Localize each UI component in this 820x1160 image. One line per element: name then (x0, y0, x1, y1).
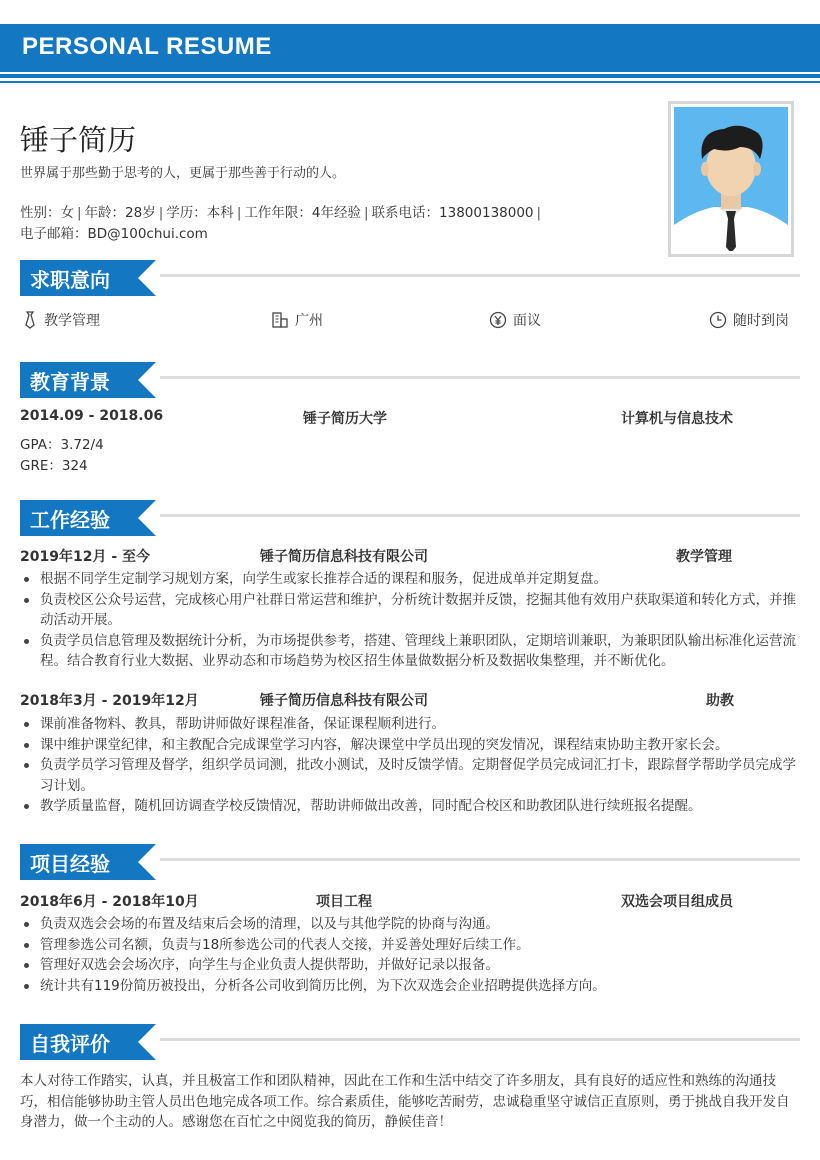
project-name: 项目工程 (316, 894, 372, 910)
project-role: 双选会项目组成员 (621, 894, 733, 910)
section-header-project (20, 844, 800, 880)
list-item: 负责学员学习管理及督学，组织学员词测，批改小测试，及时反馈学情。定期督促学员完成词汇打卡，跟踪督学帮助学员完成学习计划。 (20, 755, 800, 796)
avatar-illustration (674, 107, 788, 251)
work-row-1 (20, 546, 800, 566)
project-period: 2018年6月 - 2018年10月 (20, 894, 199, 910)
motto: 世界属于那些勤于思考的人，更属于那些善于行动的人。 (20, 166, 346, 181)
section-divider (160, 274, 800, 277)
intent-city-label: 广州 (295, 313, 323, 329)
work-bullets-2 (20, 714, 800, 817)
info-gender: 性别：女 (20, 205, 74, 221)
education-major: 计算机与信息技术 (621, 411, 733, 427)
list-item: 负责学员信息管理及数据统计分析，为市场提供参考，搭建、管理线上兼职团队，定期培训兼职，为兼职团队输出标准化运营流程。结合教育行业大数据、业界动态和市场趋势为校区招生体量做数据分析及数据收集整理，并不断优化。 (20, 631, 800, 672)
section-header-self (20, 1024, 800, 1060)
basic-info-line: 性别：女 | 年龄：28岁 | 学历：本科 | 工作年限：4年经验 | 联系电话：13800138000 | (20, 201, 544, 221)
list-item: 管理参选公司名额，负责与18所参选公司的代表人交接，并妥善处理好后续工作。 (20, 935, 800, 956)
info-email: 电子邮箱：BD@100chui.com (20, 226, 208, 242)
resume-name: 锤子简历 (20, 123, 137, 157)
education-row (20, 408, 800, 428)
section-title-self: 自我评价 (30, 1032, 110, 1056)
education-school: 锤子简历大学 (303, 411, 387, 427)
education-gpa: GPA：3.72/4 (20, 437, 104, 453)
section-title-project: 项目经验 (30, 852, 110, 876)
yen-icon (489, 311, 507, 329)
work-row-2 (20, 690, 800, 710)
avatar (668, 101, 794, 257)
work-role: 助教 (706, 693, 734, 709)
intent-availability (709, 310, 789, 330)
banner-title: PERSONAL RESUME (22, 33, 272, 60)
work-role: 教学管理 (676, 549, 732, 565)
self-evaluation-text: 本人对待工作踏实，认真，并且极富工作和团队精神，因此在工作和生活中结交了许多朋友，具有良好的适应性和熟练的沟通技巧，相信能够协助主管人员出色地完成各项工作。综合素质佳，能够吃苦耐劳，忠诚稳重坚守诚信正直原则，勇于挑战自我开发自身潜力，做一个主动的人。感谢您在百忙之中阅览我的简历，静候佳音！ (20, 1073, 790, 1130)
list-item: 负责校区公众号运营，完成核心用户社群日常运营和维护，分析统计数据并反馈，挖掘其他有效用户获取渠道和转化方式，并推动活动开展。 (20, 590, 800, 631)
tie-icon (22, 311, 38, 329)
section-header-intent (20, 260, 800, 296)
work-company: 锤子简历信息科技有限公司 (260, 549, 428, 565)
title-banner (0, 24, 820, 72)
education-period: 2014.09 - 2018.06 (20, 408, 164, 424)
intent-salary-label: 面议 (513, 313, 541, 329)
banner-rule-thin (0, 81, 820, 83)
section-title-intent: 求职意向 (30, 268, 110, 292)
section-title-education: 教育背景 (30, 370, 110, 394)
info-age: 年龄：28岁 (84, 205, 156, 221)
section-divider (160, 376, 800, 379)
intent-position-label: 教学管理 (44, 313, 100, 329)
clock-icon (709, 311, 727, 329)
section-divider (160, 514, 800, 517)
list-item: 教学质量监督，随机回访调查学校反馈情况，帮助讲师做出改善，同时配合校区和助教团队进行续班报名提醒。 (20, 796, 800, 817)
list-item: 管理好双选会会场次序，向学生与企业负责人提供帮助，并做好记录以报备。 (20, 955, 800, 976)
list-item: 课前准备物料、教具，帮助讲师做好课程准备，保证课程顺利进行。 (20, 714, 800, 735)
work-period: 2018年3月 - 2019年12月 (20, 693, 199, 709)
section-header-education (20, 362, 800, 398)
section-header-work (20, 500, 800, 536)
list-item: 根据不同学生定制学习规划方案，向学生或家长推荐合适的课程和服务，促进成单并定期复盘。 (20, 569, 800, 590)
info-experience: 工作年限：4年经验 (244, 205, 361, 221)
section-divider (160, 1038, 800, 1041)
project-row (20, 891, 800, 911)
section-title-work: 工作经验 (30, 508, 110, 532)
project-bullets (20, 914, 800, 996)
education-gre: GRE：324 (20, 458, 88, 474)
work-company: 锤子简历信息科技有限公司 (260, 693, 428, 709)
intent-availability-label: 随时到岗 (733, 313, 789, 329)
section-divider (160, 858, 800, 861)
work-period: 2019年12月 - 至今 (20, 549, 151, 565)
intent-salary (489, 310, 541, 330)
info-degree: 学历：本科 (166, 205, 234, 221)
work-bullets-1 (20, 569, 800, 672)
list-item: 统计共有119份简历被投出，分析各公司收到简历比例，为下次双选会企业招聘提供选择方向。 (20, 976, 800, 997)
building-icon (271, 311, 289, 329)
info-phone: 联系电话：13800138000 (371, 205, 534, 221)
list-item: 课中维护课堂纪律，和主教配合完成课堂学习内容，解决课堂中学员出现的突发情况，课程结束协助主教开家长会。 (20, 735, 800, 756)
banner-rule (0, 74, 820, 78)
list-item: 负责双选会会场的布置及结束后会场的清理，以及与其他学院的协商与沟通。 (20, 914, 800, 935)
intent-position (22, 310, 100, 330)
intent-city (271, 310, 323, 330)
